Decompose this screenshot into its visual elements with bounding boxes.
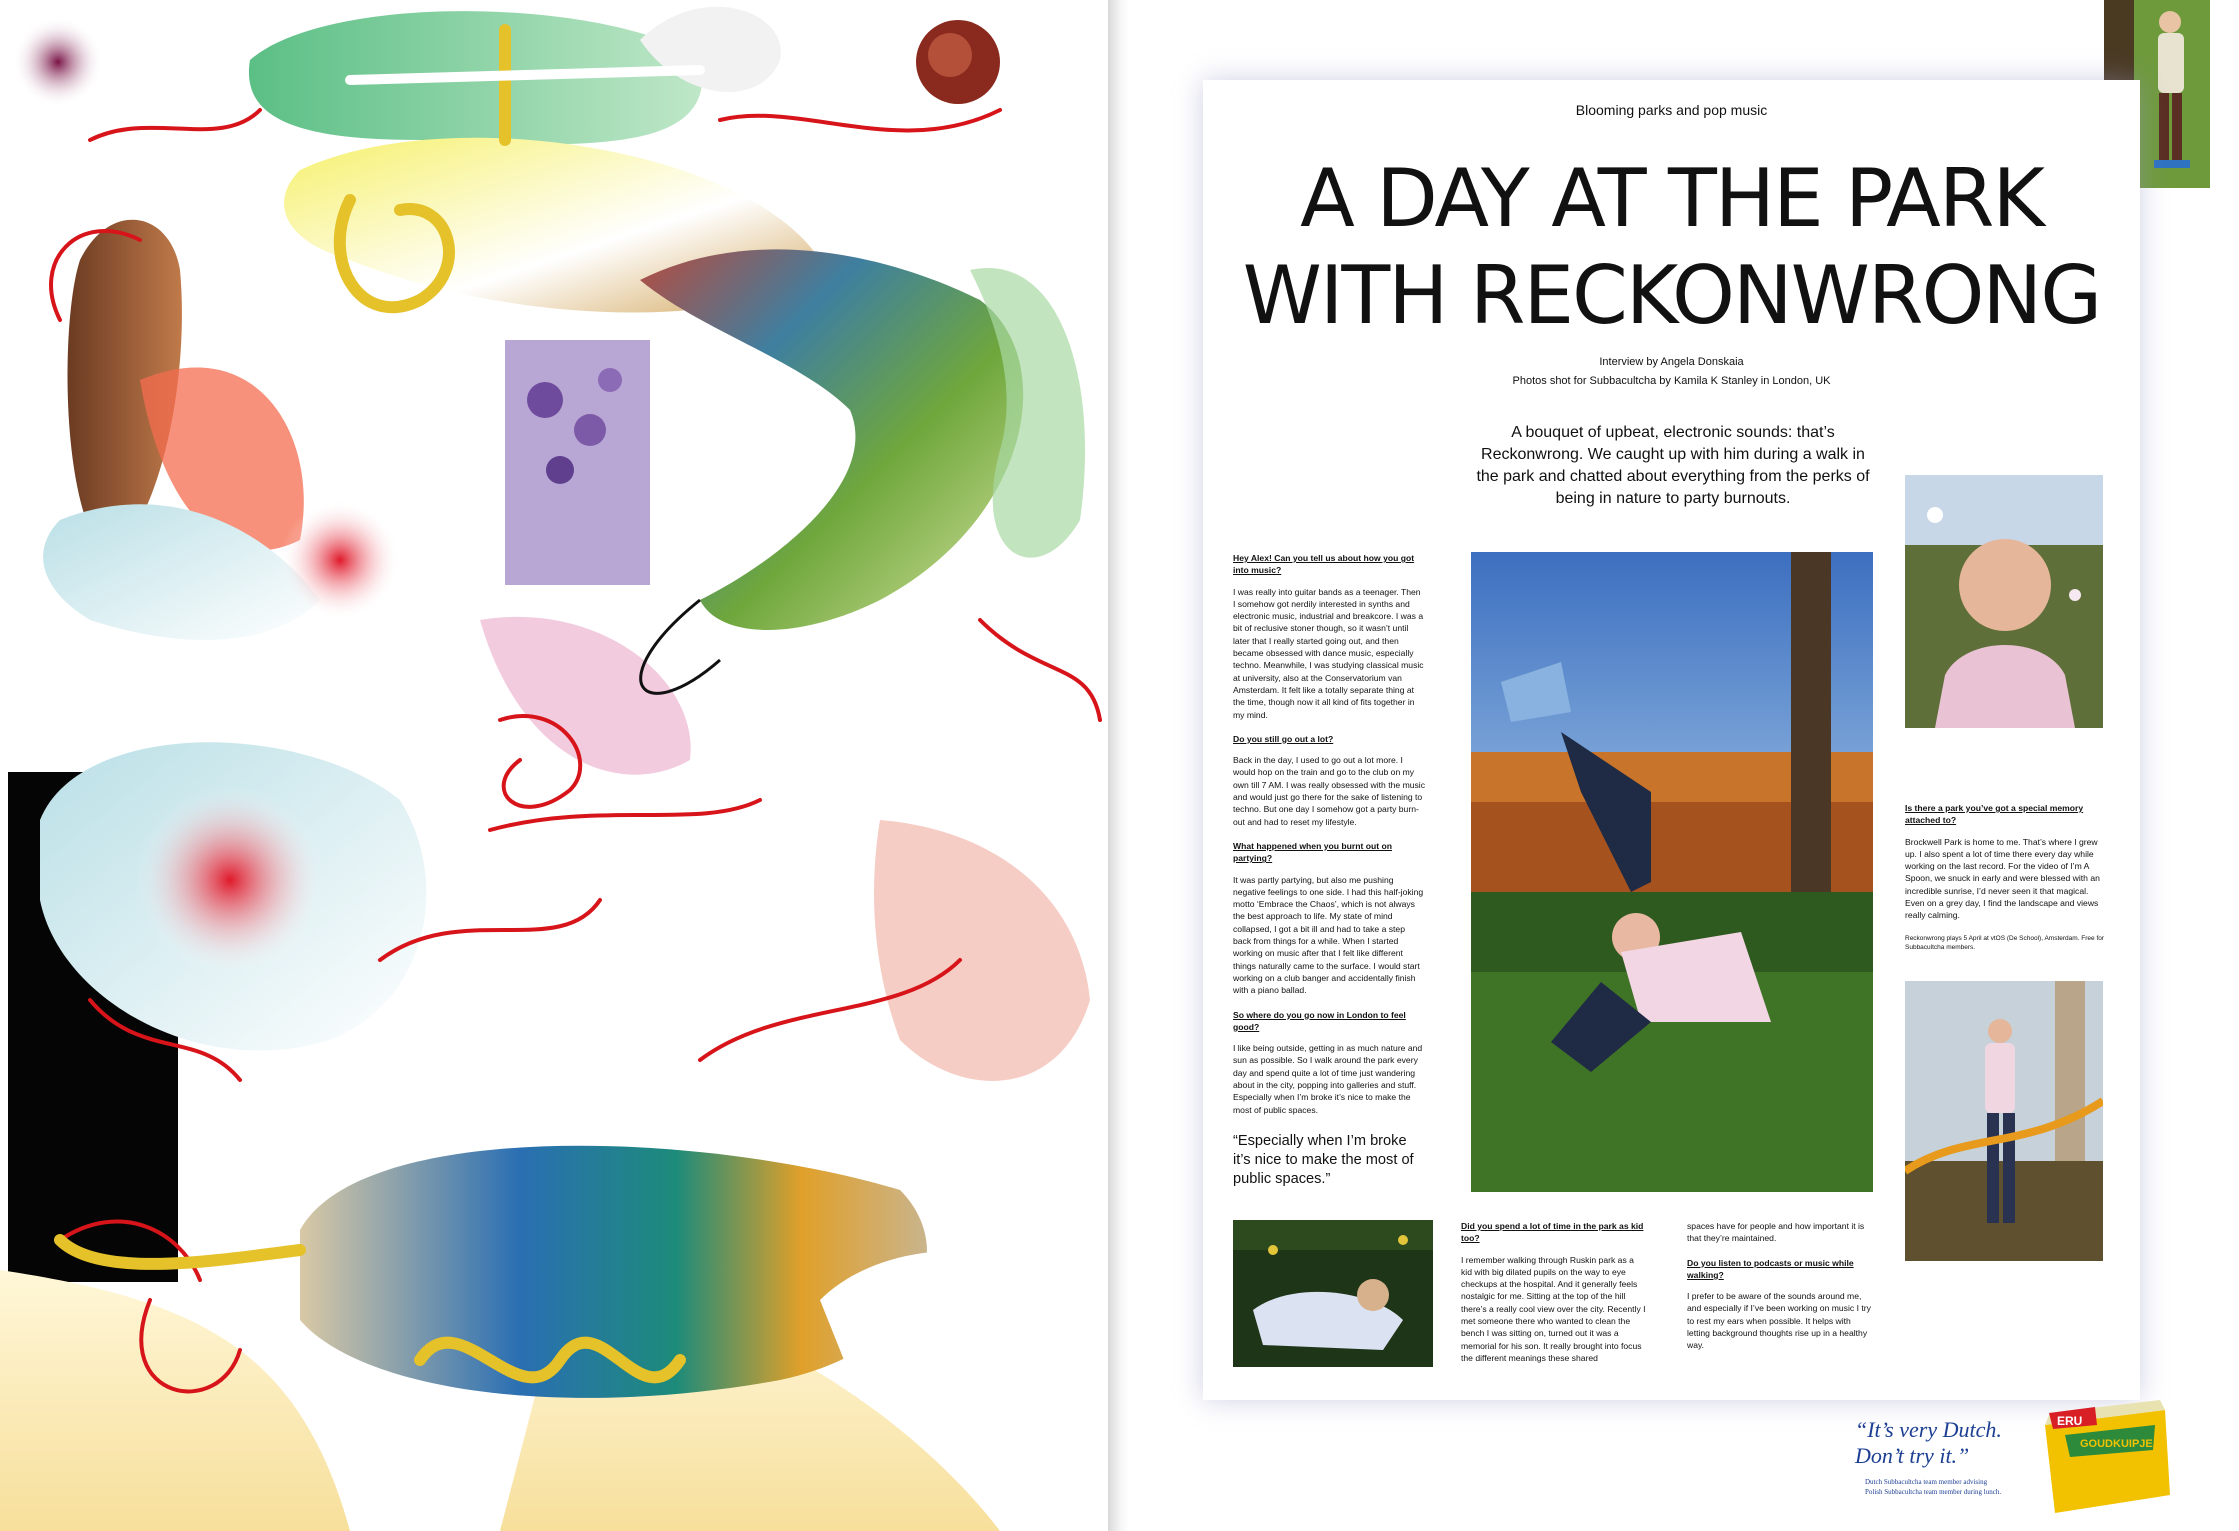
ad-caption-line-2: Polish Subbacultcha team member during lunch. [1865, 1488, 2002, 1496]
tub-brand: ERU [2057, 1414, 2083, 1428]
interview-answer: Back in the day, I used to go out a lot more. I would hop on the train and go to the club on my own till 7 AM. I was really obsessed with the music and would just go there for the sake of listening to techno. But one day I somehow got a party burn-out and had to reset my lifestyle. [1233, 755, 1426, 827]
interview-question: Do you listen to podcasts or music while walking? [1687, 1257, 1854, 1280]
interview-answer: I was really into guitar bands as a teenager. Then I somehow got nerdily interested in synths and electronic music, industrial and breakcore. I was a bit of reclusive stoner though, so it wasn’t until later that I really started going out, and then became obsessed with dance music, especially techno. Meanwhile, I was studying classical music at university, also at the Conservatorium van Amsterdam. It felt like a totally separate thing at the time, though now it all kind of fits together in my mind. [1233, 586, 1424, 720]
pull-quote: “Especially when I’m broke it’s nice to make the most of public spaces.” [1233, 1133, 1414, 1187]
interview-question: Is there a park you’ve got a special memory attached to? [1905, 803, 2084, 826]
interview-answer: I like being outside, getting in as much nature and sun as possible. So I walk around the park every day and spend quite a lot of time just wandering about in the city, popping into galleries and stuff. Especially when I’m broke it’s nice to make the most of public spaces. [1233, 1043, 1423, 1115]
article-card [1203, 80, 2140, 1400]
left-page-artwork [0, 0, 1110, 1531]
interview-question: Did you spend a lot of time in the park as kid too? [1461, 1221, 1644, 1244]
interview-question: Hey Alex! Can you tell us about how you got into music? [1233, 553, 1415, 576]
photo-credit: Photos shot for Subbacultcha by Kamila K Stanley in London, UK [1512, 375, 1831, 387]
interview-credit: Interview by Angela Donskaia [1599, 356, 1744, 368]
interview-answer: It was partly partying, but also me pushing negative feelings to one side. I had this half-joking motto ‘Embrace the Chaos’, which is not always the best approach to life. My state of mind collapsed, I got a bit ill and had to take a step back from things for a while. When I started working on music after that I felt like different things naturally came to the surface. I would start working on a club banger and accidentally finish with a piano ballad. [1233, 874, 1424, 996]
article-title [1203, 150, 2140, 344]
portrait-photo [1905, 475, 2103, 728]
title-line-2: WITH RECKONWRONG [1242, 249, 2101, 342]
continued-text: spaces have for people and how important it is that they’re maintained. [1687, 1221, 1865, 1244]
ad-caption-line-1: Dutch Subbacultcha team member advising [1865, 1478, 1988, 1486]
body-column-2 [1461, 1220, 1647, 1376]
interview-answer: I prefer to be aware of the sounds around me, and especially if I’ve been working on music I try to rest my ears when possible. It helps with letting background thoughts rise up in a healthy way. [1687, 1291, 1871, 1351]
main-photo [1471, 552, 1873, 1192]
interview-answer: I remember walking through Ruskin park as a kid with big dilated pupils on the way to eye checkups at the hospital. And it generally feels nostalgic for me. Sitting at the top of the hill there’s a really cool view over the city. Recently I met someone there who wanted to clean the bench I was sitting on, turned out it was a memorial for his son. It really brought into focus the different meanings these shared [1461, 1254, 1646, 1363]
body-column-3 [1687, 1220, 1873, 1364]
article-kicker: Blooming parks and pop music [1575, 102, 1768, 118]
interview-answer: Brockwell Park is home to me. That’s where I grew up. I also spent a lot of time there every day while working on the last record. For the video of I’m A Spoon, we snuck in early and were blessed with an incredible sunrise, I’d never seen it that magical. Even on a grey day, I find the landscape and views really calming. [1905, 836, 2100, 921]
walking-photo [1905, 981, 2103, 1261]
page-spine [1108, 0, 1130, 1531]
ad-slogan [1855, 1417, 2002, 1469]
tub-label: GOUDKUIPJE [2080, 1438, 2153, 1450]
abstract-illustration [0, 0, 1110, 1531]
ad-slogan-line-2: Don’t try it.” [1855, 1443, 1970, 1468]
interview-question: Do you still go out a lot? [1233, 733, 1334, 744]
interview-question: So where do you go now in London to feel good? [1233, 1009, 1406, 1032]
interview-question: What happened when you burnt out on partying? [1233, 840, 1392, 864]
event-note: Reckonwrong plays 5 April at vtOS (De School), Amsterdam. Free for Subbacultcha members. [1905, 934, 2105, 951]
cheese-tub-image [2035, 1395, 2175, 1517]
body-column-1 [1233, 552, 1425, 1128]
ad-slogan-line-1: “It’s very Dutch. [1855, 1417, 2002, 1442]
title-line-1: A DAY AT THE PARK [1300, 152, 2043, 245]
article-intro: A bouquet of upbeat, electronic sounds: that’s Reckonwrong. We caught up with him during a walk in the park and chatted about everything from the perks of being in nature to party burnouts. [1476, 424, 1870, 507]
butter-ad [1845, 1395, 2175, 1520]
sidebar-column [1905, 802, 2105, 952]
lying-photo [1233, 1220, 1433, 1367]
